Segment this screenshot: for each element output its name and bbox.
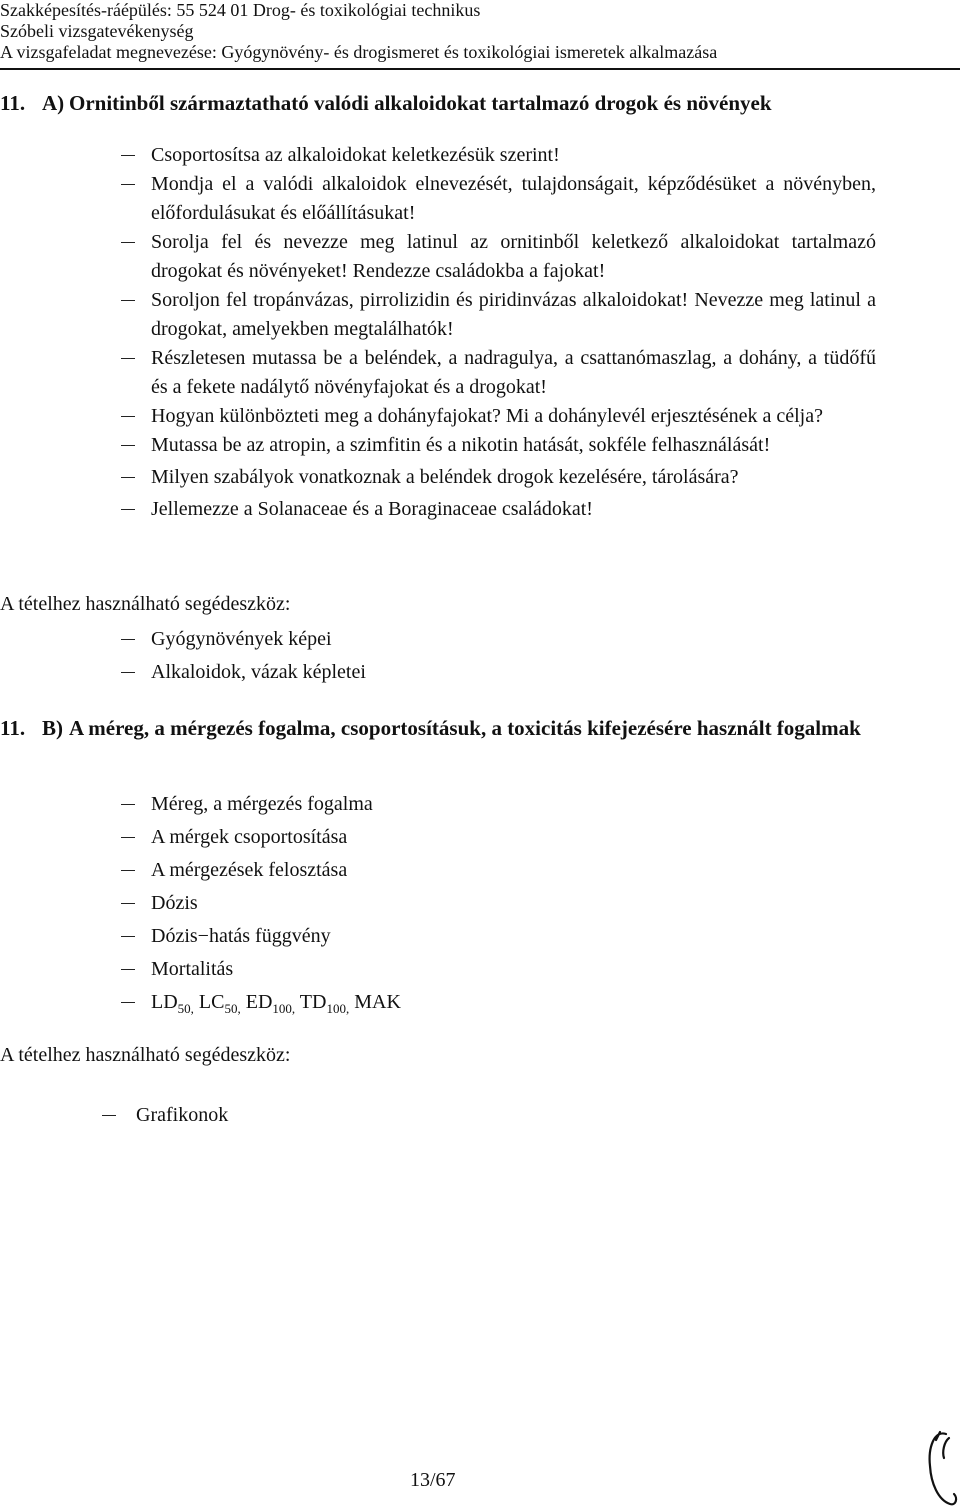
dash-bullet <box>121 445 135 446</box>
section-a-task-list <box>0 141 960 524</box>
section-b-label: B) <box>42 716 63 740</box>
list-item: Gyógynövények képei <box>0 625 960 654</box>
list-item: Milyen szabályok vonatkoznak a beléndek drogok kezelésére, tárolására? <box>0 463 960 492</box>
list-item: Jellemezze a Solanaceae és a Boraginaceae családokat! <box>0 495 960 524</box>
list-item: Méreg, a mérgezés fogalma <box>0 790 960 819</box>
section-b-topic-list <box>0 790 960 1023</box>
list-item: Csoportosítsa az alkaloidokat keletkezésük szerint! <box>0 141 960 170</box>
header-task-name: A vizsgafeladat megnevezése: Gyógynövény- és drogismeret és toxikológiai ismeretek alkalmazása <box>0 42 718 62</box>
list-item: Mortalitás <box>0 955 960 984</box>
dash-bullet <box>121 903 135 904</box>
dash-bullet <box>121 1002 135 1003</box>
list-item: Dózis−hatás függvény <box>0 922 960 951</box>
dash-bullet <box>102 1115 116 1116</box>
section-b-title-text: A méreg, a mérgezés fogalma, csoportosításuk, a toxicitás kifejezésére használt fogalmak <box>69 716 861 740</box>
signature-mark <box>916 1428 960 1509</box>
list-item: Soroljon fel tropánvázas, pirrolizidin és piridinvázas alkaloidokat! Nevezze meg latinul a drogokat, amelyekben megtalálhatók! <box>0 286 960 344</box>
section-a-tools-list <box>0 625 960 687</box>
dash-bullet <box>121 416 135 417</box>
dash-bullet <box>121 300 135 301</box>
list-item: Hogyan különbözteti meg a dohányfajokat? Mi a dohánylevél erjesztésének a célja? <box>0 402 960 431</box>
dash-bullet <box>121 804 135 805</box>
list-item <box>0 988 960 1023</box>
section-b-tool: Grafikonok <box>136 1104 229 1126</box>
list-item <box>0 1101 228 1130</box>
section-b-tools-heading: A tételhez használható segédeszköz: <box>0 1044 291 1066</box>
section-b-title <box>0 714 880 742</box>
section-a-title-text: Ornitinből származtatható valódi alkaloidokat tartalmazó drogok és növények <box>69 91 772 115</box>
dash-bullet <box>121 969 135 970</box>
header-qualification: Szakképesítés-ráépülés: 55 524 01 Drog- és toxikológiai technikus <box>0 0 481 20</box>
dash-bullet <box>121 477 135 478</box>
dash-bullet <box>121 242 135 243</box>
section-a-number: 11. <box>0 91 26 115</box>
dash-bullet <box>121 358 135 359</box>
section-a-tools-heading: A tételhez használható segédeszköz: <box>0 593 291 615</box>
dash-bullet <box>121 837 135 838</box>
list-item: Sorolja fel és nevezze meg latinul az ornitinből keletkező alkaloidokat tartalmazó drogokat és növényeket! Rendezze családokba a fajokat! <box>0 228 960 286</box>
list-item: A mérgezések felosztása <box>0 856 960 885</box>
toxicity-measures: $LD_{50,}$ $LC_{50,}$ $ED_{100,}$ $TD_{100,}$ MAK <box>151 991 401 1016</box>
page-header <box>0 0 960 63</box>
dash-bullet <box>121 184 135 185</box>
list-item: Alkaloidok, vázak képletei <box>0 658 960 687</box>
section-a-label: A) <box>42 91 65 115</box>
dash-bullet <box>121 639 135 640</box>
page-number: 13/67 <box>410 1469 456 1491</box>
header-divider <box>0 68 960 70</box>
dash-bullet <box>121 672 135 673</box>
list-item: A mérgek csoportosítása <box>0 823 960 852</box>
list-item: Mondja el a valódi alkaloidok elnevezését, tulajdonságait, képződésüket a növényben, előfordulásukat és előállításukat! <box>0 170 960 228</box>
list-item: Részletesen mutassa be a beléndek, a nadragulya, a csattanómaszlag, a dohány, a tüdőfű és a fekete nadálytő növényfajokat és a drogokat! <box>0 344 960 402</box>
dash-bullet <box>121 155 135 156</box>
dash-bullet <box>121 509 135 510</box>
list-item: Dózis <box>0 889 960 918</box>
section-b-number: 11. <box>0 716 26 740</box>
dash-bullet <box>121 870 135 871</box>
dash-bullet <box>121 936 135 937</box>
section-a-title <box>0 89 880 117</box>
header-exam-type: Szóbeli vizsgatevékenység <box>0 21 194 41</box>
list-item: Mutassa be az atropin, a szimfitin és a nikotin hatását, sokféle felhasználását! <box>0 431 960 460</box>
